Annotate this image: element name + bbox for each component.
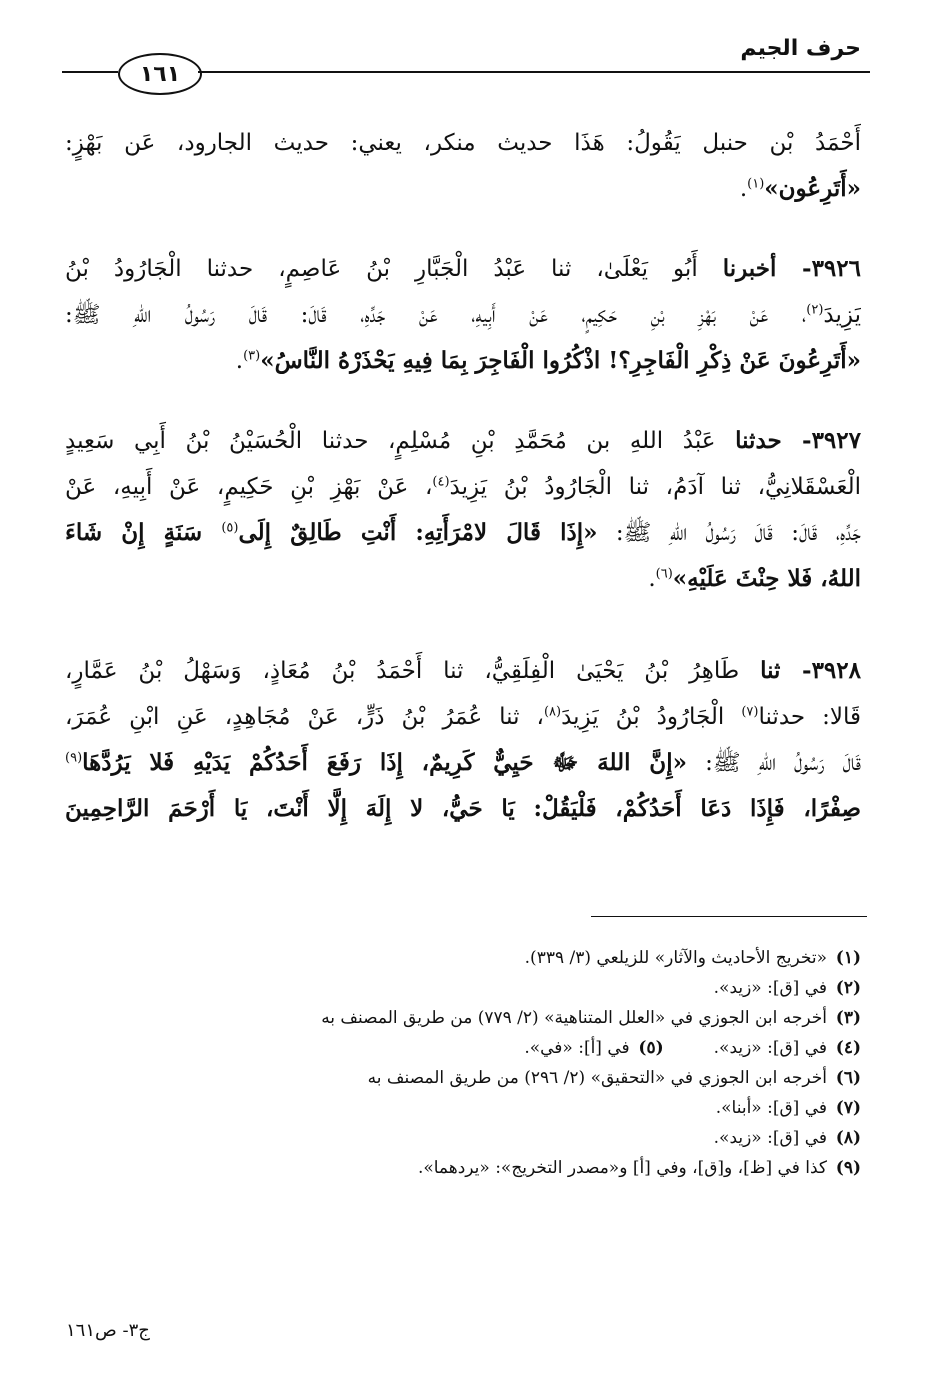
footnote-text: في [ق]: «زيد». — [713, 1128, 827, 1148]
text-segment: «أَتَرِعُون» — [764, 175, 861, 202]
footnote-number: (٦) — [835, 1068, 861, 1088]
footnote-text: في [أ]: «في». — [524, 1038, 630, 1058]
text-segment: . — [235, 348, 244, 374]
text-segment: أَبُو يَعْلَىٰ، ثنا عَبْدُ الْجَبَّارِ بْنُ عَاصِمٍ، حدثنا الْجَارُودُ بْنُ — [65, 256, 723, 282]
footnote-text: أخرجه ابن الجوزي في «التحقيق» (٢/ ٢٩٦) من طريق المصنف به — [367, 1068, 827, 1088]
text-line — [65, 464, 861, 510]
text-segment: ، ثنا عُمَرُ بْنُ ذَرٍّ، عَنْ مُجَاهِدٍ، عَنِ ابْنِ عُمَرَ، — [65, 704, 544, 730]
page-reference: ج٣- ص١٦١ — [66, 1320, 150, 1341]
text-line — [65, 510, 861, 556]
text-segment: قَالا: حدثنا — [758, 704, 861, 730]
footnote-number: (٢) — [835, 978, 861, 998]
footnote-item — [65, 1003, 861, 1033]
text-line — [65, 694, 861, 740]
footnote-number: (٨) — [835, 1128, 861, 1148]
footnote-marker: (١) — [747, 176, 765, 192]
footnote-number: (٩) — [835, 1158, 861, 1178]
text-segment: ، عَنْ بَهْزِ بْنِ حَكِيمٍ، عَنْ أَبِيهِ، عَنْ — [65, 474, 433, 500]
header-rule-left — [62, 71, 118, 73]
text-segment: «إِنَّ اللهَ ﷻ حَيِيٌّ كَرِيمٌ، إِذَا رَفَعَ أَحَدُكُمْ يَدَيْهِ فَلا يَرُدَّهَا — [82, 749, 687, 776]
footnote-item — [65, 1093, 861, 1123]
footnote-number: (١) — [835, 948, 861, 968]
footnote-marker: (٩) — [65, 750, 83, 766]
text-segment: اللهُ، فَلا حِنْثَ عَلَيْهِ» — [672, 565, 861, 592]
text-segment: يَزِيدَ — [823, 302, 861, 328]
chapter-title: حرف الجيم — [740, 36, 861, 61]
text-segment: صِفْرًا، فَإِذَا دَعَا أَحَدُكُمْ، فَلْيَقُلْ: يَا حَيُّ، لا إِلَهَ إِلَّا أَنْتَ، يَا أَرْحَمَ الرَّاحِمِينَ — [65, 795, 861, 822]
footnote-number: (٥) — [638, 1038, 664, 1058]
footnote-number: (٧) — [835, 1098, 861, 1118]
text-segment: جَدِّهِ، قَالَ: قَالَ رَسُولُ اللهِ ﷺ: — [597, 520, 861, 546]
footnote-text: كذا في [ظ]، و[ق]، وفي [أ] و«مصدر التخريج»: «يردهما». — [417, 1158, 827, 1178]
footnote-marker: (٣) — [243, 348, 261, 364]
footnote-item — [65, 1153, 861, 1183]
text-segment: عَبْدُ اللهِ بن مُحَمَّدِ بْنِ مُسْلِمٍ، حدثنا الْحُسَيْنُ بْنُ أَبِي سَعِيدٍ — [65, 428, 736, 454]
footnote-item — [65, 943, 861, 973]
footnote-separator — [591, 916, 867, 917]
text-line — [65, 166, 861, 212]
text-segment: الْعَسْقَلانِيُّ، ثنا آدَمُ، ثنا الْجَارُودُ بْنُ يَزِيدَ — [449, 474, 861, 500]
footnote-item — [65, 1033, 861, 1063]
footnote-number: (٤) — [835, 1038, 861, 1058]
text-line — [65, 246, 861, 292]
footnote-marker: (٧) — [741, 704, 759, 720]
text-segment: طَاهِرُ بْنُ يَحْيَىٰ الْفِلَقِيُّ، ثنا أَحْمَدُ بْنُ مُعَاذٍ، وَسَهْلُ بْنُ عَمَّارٍ، — [65, 658, 761, 684]
page-number: ١٦١ — [139, 61, 181, 87]
text-segment: ٣٩٢٧- حدثنا — [735, 427, 861, 454]
text-line — [65, 292, 861, 338]
footnote-item — [65, 973, 861, 1003]
text-segment: قَالَ رَسُولُ اللهِ ﷺ: — [686, 750, 861, 776]
text-segment: . — [648, 566, 656, 592]
footnote-number: (٣) — [835, 1008, 861, 1028]
footnote-item — [65, 1123, 861, 1153]
text-segment: . — [739, 176, 748, 202]
footnote-marker: (٨) — [543, 704, 562, 720]
text-segment: «إِذَا قَالَ لامْرَأَتِهِ: أَنْتِ طَالِقٌ إِلَى — [238, 519, 598, 546]
header-rule-right — [198, 71, 870, 73]
footnote-item — [65, 1063, 861, 1093]
footnote-text: في [ق]: «أبنا». — [715, 1098, 827, 1118]
text-line — [65, 338, 861, 384]
text-segment: «أَتَرِعُونَ عَنْ ذِكْرِ الْفَاجِرِ؟! اذْكُرُوا الْفَاجِرَ بِمَا فِيهِ يَحْذَرْهُ النَّاسُ» — [260, 347, 861, 374]
text-segment: ٣٩٢٨- ثنا — [760, 657, 861, 684]
footnote-text: في [ق]: «زيد». — [713, 1038, 827, 1058]
text-segment: سَنَةٍ إِنْ شَاءَ — [65, 519, 222, 546]
text-line — [65, 418, 861, 464]
footnote-marker: (٥) — [221, 520, 239, 536]
text-line — [65, 648, 861, 694]
text-line — [65, 556, 861, 602]
text-line — [65, 740, 861, 786]
text-line — [65, 120, 861, 166]
text-line — [65, 786, 861, 832]
footnote-marker: (٤) — [432, 474, 450, 490]
footnote-marker: (٦) — [655, 566, 673, 582]
page-number-badge — [118, 53, 202, 95]
text-segment: ، عَنْ بَهْزِ بْنِ حَكِيمٍ، عَنْ أَبِيهِ، عَنْ جَدِّهِ، قَالَ: قَالَ رَسُولُ اللهِ ﷺ: — [65, 302, 807, 328]
footnote-marker: (٢) — [806, 302, 824, 318]
text-segment: الْجَارُودُ بْنُ يَزِيدَ — [561, 704, 742, 730]
text-segment: أَحْمَدُ بْن حنبل يَقُولُ: هَذَا حديث منكر، يعني: حديث الجارود، عَن بَهْزٍ: — [65, 130, 861, 156]
text-segment: ٣٩٢٦- أخبرنا — [722, 255, 861, 282]
footnote-text: «تخريج الأحاديث والآثار» للزيلعي (٣/ ٣٣٩). — [524, 948, 827, 968]
footnote-text: في [ق]: «زيد». — [713, 978, 827, 998]
footnote-text: أخرجه ابن الجوزي في «العلل المتناهية» (٢/ ٧٧٩) من طريق المصنف به — [321, 1008, 827, 1028]
